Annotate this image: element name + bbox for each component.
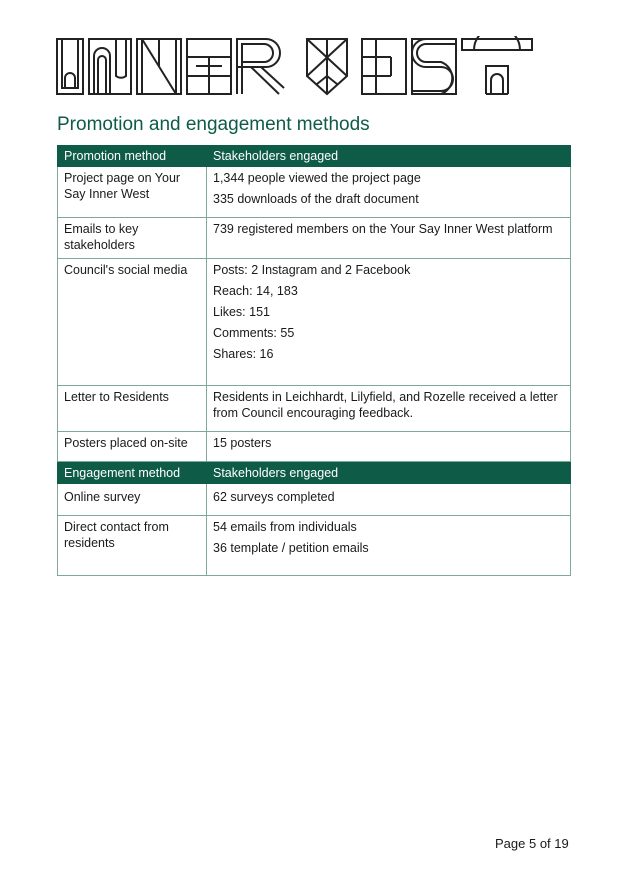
column-header: Stakeholders engaged (207, 146, 571, 167)
method-cell: Emails to key stakeholders (58, 218, 207, 259)
detail-line: Reach: 14, 183 (213, 284, 298, 298)
table-header-row (58, 463, 571, 484)
detail-line: 62 surveys completed (213, 490, 335, 504)
method-cell: Posters placed on-site (58, 432, 207, 462)
detail-line: Comments: 55 (213, 326, 295, 340)
detail-line: Residents in Leichhardt, Lilyfield, and Rozelle received a letter from Council encouraging feedback. (213, 390, 558, 420)
table-header-row (58, 146, 571, 167)
table-row (58, 516, 571, 576)
logo-letter-i (57, 39, 83, 94)
page-number: Page 5 of 19 (495, 836, 569, 851)
logo-letter-r (237, 39, 284, 94)
table-row (58, 386, 571, 432)
logo-letter-e1 (187, 39, 231, 94)
detail-line: 36 template / petition emails (213, 541, 369, 555)
logo-letter-n1 (89, 39, 131, 94)
detail-line: Shares: 16 (213, 347, 274, 361)
details-cell (207, 386, 571, 432)
engagement-methods-table (57, 462, 571, 576)
method-cell: Project page on Your Say Inner West (58, 167, 207, 218)
detail-line: Likes: 151 (213, 305, 270, 319)
table-row (58, 218, 571, 259)
column-header: Promotion method (58, 146, 207, 167)
details-cell (207, 516, 571, 576)
detail-line: 54 emails from individuals (213, 520, 357, 534)
method-cell: Direct contact from residents (58, 516, 207, 576)
promotion-methods-table (57, 145, 571, 462)
detail-line: 739 registered members on the Your Say Inner West platform (213, 222, 553, 236)
logo-letter-n2 (137, 39, 181, 94)
inner-west-logo (56, 36, 534, 96)
logo-letter-s (412, 39, 456, 94)
page-title: Promotion and engagement methods (57, 114, 370, 135)
logo-letter-w (307, 39, 347, 94)
logo-letter-t (462, 36, 532, 94)
table-row (58, 167, 571, 218)
detail-line: Posts: 2 Instagram and 2 Facebook (213, 263, 411, 277)
detail-line: 15 posters (213, 436, 272, 450)
details-cell (207, 432, 571, 462)
table-row (58, 259, 571, 386)
column-header: Engagement method (58, 463, 207, 484)
detail-line: 335 downloads of the draft document (213, 192, 419, 206)
details-cell (207, 484, 571, 516)
detail-line: 1,344 people viewed the project page (213, 171, 421, 185)
method-cell: Council's social media (58, 259, 207, 386)
table-row (58, 432, 571, 462)
details-cell (207, 218, 571, 259)
method-cell: Online survey (58, 484, 207, 516)
logo-letter-e2 (362, 39, 406, 94)
details-cell (207, 167, 571, 218)
table-row (58, 484, 571, 516)
method-cell: Letter to Residents (58, 386, 207, 432)
column-header: Stakeholders engaged (207, 463, 571, 484)
details-cell (207, 259, 571, 386)
